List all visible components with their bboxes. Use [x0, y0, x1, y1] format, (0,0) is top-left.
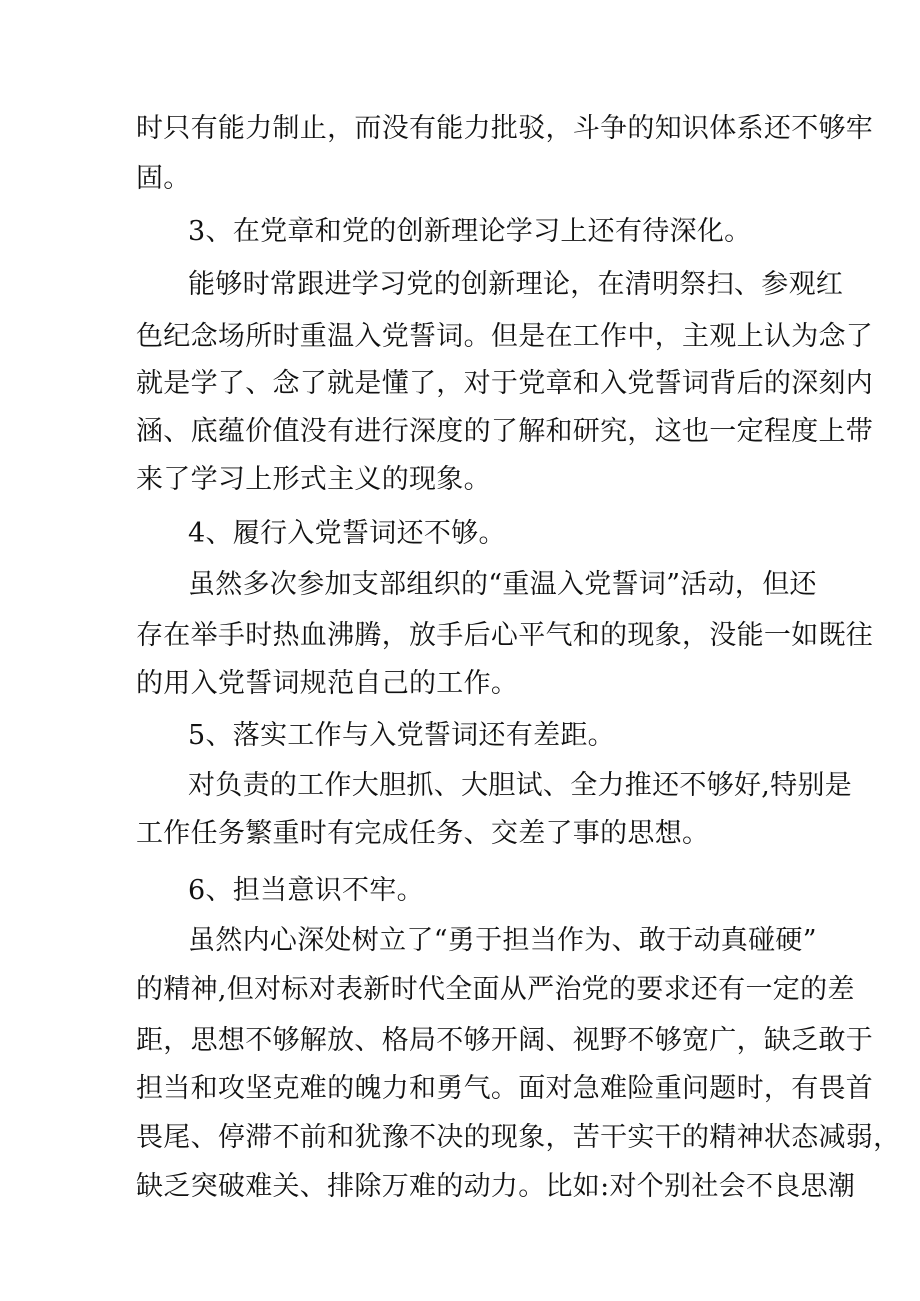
text-line: 对负责的工作大胆抓、大胆试、全力推还不够好,特别是	[188, 770, 853, 801]
text-line: 能够时常跟进学习党的创新理论，在清明祭扫、参观红	[188, 269, 844, 300]
section-heading: 5、落实工作与入党誓词还有差距。	[188, 720, 615, 751]
text-line: 涵、底蕴价值没有进行深度的了解和研究，这也一定程度上带	[136, 416, 874, 447]
text-line: 固。	[136, 163, 191, 194]
text-line: 距，思想不够解放、格局不够开阔、视野不够宽广，缺乏敢于	[136, 1025, 874, 1056]
text-line: 来了学习上形式主义的现象。	[136, 464, 491, 495]
section-heading: 4、履行入党誓词还不够。	[188, 518, 506, 549]
text-line: 畏尾、停滞不前和犹豫不决的现象，苦干实干的精神状态减弱，	[136, 1122, 901, 1153]
text-line: 时只有能力制止，而没有能力批驳，斗争的知识体系还不够牢	[136, 113, 874, 144]
text-line: 虽然多次参加支部组织的“重温入党誓词”活动，但还	[188, 569, 817, 600]
section-heading: 6、担当意识不牢。	[188, 875, 424, 906]
text-line: 存在举手时热血沸腾，放手后心平气和的现象，没能一如既往	[136, 620, 874, 651]
text-line: 的用入党誓词规范自己的工作。	[136, 668, 519, 699]
text-line: 的精神,但对标对表新时代全面从严治党的要求还有一定的差	[136, 974, 855, 1005]
text-line: 色纪念场所时重温入党誓词。但是在工作中，主观上认为念了	[136, 321, 874, 352]
text-line: 就是学了、念了就是懂了，对于党章和入党誓词背后的深刻内	[136, 368, 874, 399]
text-line: 工作任务繁重时有完成任务、交差了事的思想。	[136, 818, 710, 849]
text-line: 虽然内心深处树立了“勇于担当作为、敢于动真碰硬”	[188, 925, 817, 956]
text-line: 担当和攻坚克难的魄力和勇气。面对急难险重问题时，有畏首	[136, 1073, 874, 1104]
text-line: 缺乏突破难关、排除万难的动力。比如:对个别社会不良思潮	[136, 1171, 856, 1202]
section-heading: 3、在党章和党的创新理论学习上还有待深化。	[188, 216, 752, 247]
